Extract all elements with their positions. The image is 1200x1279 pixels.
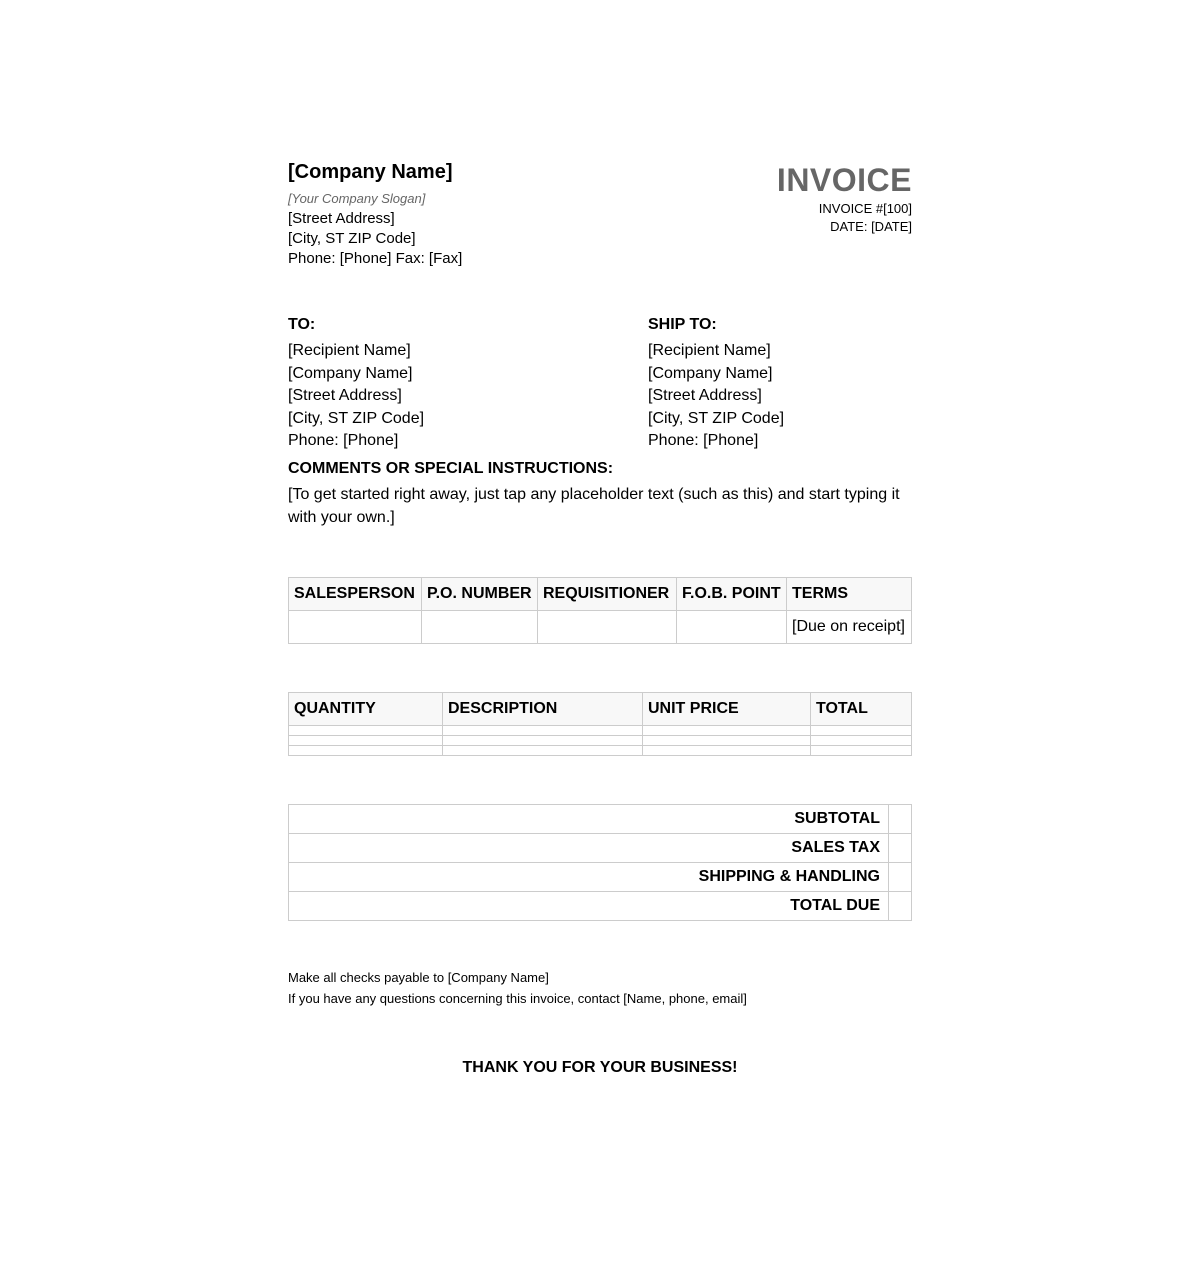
- quantity-cell[interactable]: [289, 746, 443, 756]
- total-due-label: TOTAL DUE: [289, 892, 889, 921]
- bill-to-phone[interactable]: Phone: [Phone]: [288, 432, 399, 449]
- terms-cell[interactable]: [Due on receipt]: [787, 611, 912, 644]
- ship-to-company[interactable]: [Company Name]: [648, 364, 773, 382]
- ship-to-phone[interactable]: Phone: [Phone]: [648, 432, 759, 449]
- description-header: DESCRIPTION: [443, 693, 643, 726]
- description-cell[interactable]: [443, 746, 643, 756]
- invoice-date[interactable]: DATE: [DATE]: [830, 219, 912, 234]
- ship-to-label: SHIP TO:: [648, 316, 717, 333]
- salesperson-header: SALESPERSON: [289, 578, 422, 611]
- quantity-cell[interactable]: [289, 726, 443, 736]
- po-number-cell[interactable]: [422, 611, 538, 644]
- questions-contact-note[interactable]: If you have any questions concerning this invoice, contact [Name, phone, email]: [288, 991, 747, 1006]
- quantity-header: QUANTITY: [289, 693, 443, 726]
- invoice-document: [288, 158, 912, 1079]
- comments-text[interactable]: [To get started right away, just tap any placeholder text (such as this) and start typing it with your own.]: [288, 486, 900, 526]
- total-cell[interactable]: [811, 736, 912, 746]
- subtotal-label: SUBTOTAL: [289, 805, 889, 834]
- unit-price-cell[interactable]: [643, 746, 811, 756]
- shipping-value[interactable]: [889, 863, 912, 892]
- table-row: [289, 726, 912, 736]
- total-header: TOTAL: [811, 693, 912, 726]
- quantity-cell[interactable]: [289, 736, 443, 746]
- fob-point-header: F.O.B. POINT: [677, 578, 787, 611]
- comments-section: [288, 458, 912, 529]
- bill-to-recipient[interactable]: [Recipient Name]: [288, 342, 411, 359]
- bill-to-label: TO:: [288, 316, 316, 333]
- table-row: [289, 892, 912, 921]
- comments-label: COMMENTS OR SPECIAL INSTRUCTIONS:: [288, 460, 614, 477]
- checks-payable-note[interactable]: Make all checks payable to [Company Name]: [288, 970, 549, 985]
- table-header-row: [289, 693, 912, 726]
- total-due-value[interactable]: [889, 892, 912, 921]
- subtotal-value[interactable]: [889, 805, 912, 834]
- bill-to-street[interactable]: [Street Address]: [288, 387, 402, 404]
- invoice-header: [288, 158, 912, 278]
- total-cell[interactable]: [811, 746, 912, 756]
- thank-you-message: THANK YOU FOR YOUR BUSINESS!: [462, 1059, 738, 1076]
- totals-table: [288, 804, 912, 921]
- unit-price-header: UNIT PRICE: [643, 693, 811, 726]
- fob-point-cell[interactable]: [677, 611, 787, 644]
- bill-to-company[interactable]: [Company Name]: [288, 364, 413, 382]
- requisitioner-header: REQUISITIONER: [538, 578, 677, 611]
- unit-price-cell[interactable]: [643, 736, 811, 746]
- ship-to-city[interactable]: [City, ST ZIP Code]: [648, 409, 785, 427]
- description-cell[interactable]: [443, 736, 643, 746]
- sales-tax-label: SALES TAX: [289, 834, 889, 863]
- terms-header: TERMS: [787, 578, 912, 611]
- company-slogan[interactable]: [Your Company Slogan]: [288, 191, 426, 206]
- company-phone-fax[interactable]: Phone: [Phone] Fax: [Fax]: [288, 250, 463, 267]
- company-name[interactable]: [Company Name]: [288, 161, 453, 183]
- total-cell[interactable]: [811, 726, 912, 736]
- line-items-table: [288, 692, 912, 756]
- invoice-title-block: [777, 160, 912, 236]
- invoice-title: INVOICE: [776, 162, 912, 198]
- table-row: [289, 863, 912, 892]
- bill-to-city[interactable]: [City, ST ZIP Code]: [288, 409, 425, 427]
- footer-notes: [288, 967, 912, 1009]
- unit-price-cell[interactable]: [643, 726, 811, 736]
- table-header-row: [289, 578, 912, 611]
- shipping-label: SHIPPING & HANDLING: [289, 863, 889, 892]
- table-row: [289, 736, 912, 746]
- invoice-number[interactable]: INVOICE #[100]: [818, 201, 912, 216]
- ship-to-street[interactable]: [Street Address]: [648, 387, 762, 404]
- table-row: [289, 746, 912, 756]
- company-city[interactable]: [City, ST ZIP Code]: [288, 230, 416, 247]
- table-row: [289, 805, 912, 834]
- company-street[interactable]: [Street Address]: [288, 210, 395, 227]
- description-cell[interactable]: [443, 726, 643, 736]
- requisitioner-cell[interactable]: [538, 611, 677, 644]
- bill-to-block: [288, 314, 608, 453]
- ship-to-block: [648, 314, 968, 453]
- sales-tax-value[interactable]: [889, 834, 912, 863]
- table-row: [289, 611, 912, 644]
- company-block: [288, 158, 462, 269]
- ship-to-recipient[interactable]: [Recipient Name]: [648, 342, 771, 359]
- po-number-header: P.O. NUMBER: [422, 578, 538, 611]
- salesperson-cell[interactable]: [289, 611, 422, 644]
- address-section: [288, 314, 912, 454]
- table-row: [289, 834, 912, 863]
- sales-info-table: [288, 577, 912, 644]
